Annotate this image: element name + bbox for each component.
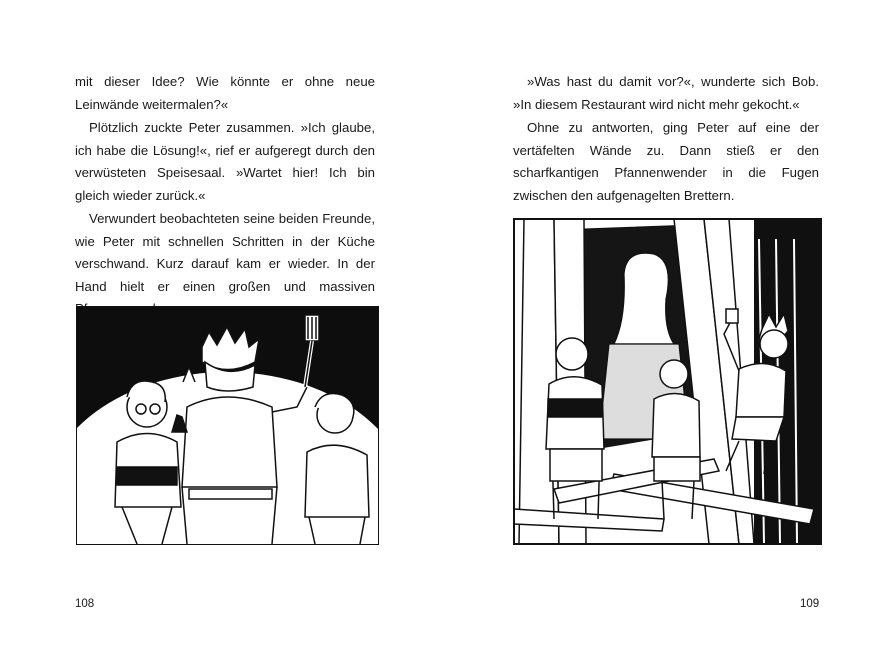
illustration-three-boys-with-spatula <box>76 306 379 545</box>
paragraph: Verwundert beobachteten seine beiden Freunde, wie Peter mit schnellen Schritten in der Küche verschwand. Kurz darauf kam er wieder. In der Hand hielt er einen großen und massiven <box>75 211 375 294</box>
page-number: 108 <box>75 598 95 610</box>
right-page-text <box>513 71 819 208</box>
illustration-boys-breaking-wall <box>513 218 822 545</box>
paragraph: mit dieser Idee? Wie könnte er ohne neue Leinwände weitermalen?« <box>75 74 375 112</box>
right-page <box>447 0 894 648</box>
paragraph: Plötzlich zuckte Peter zusammen. »Ich glaube, ich habe die Lösung!«, rief er aufgeregt durch den verwüsteten Speisesaal. »Wartet hier! Ich bin gleich wieder zurück.« <box>75 120 375 203</box>
paragraph: »Was hast du damit vor?«, wunderte sich Bob. »In diesem Restaurant wird nicht mehr gekocht.« <box>513 74 819 112</box>
page-number: 109 <box>800 598 820 610</box>
paragraph: Ohne zu antworten, ging Peter auf eine der vertäfelten Wände zu. Dann stieß er den scharfkantigen Pfannenwender in die Fugen zwischen den aufgenagelten Brettern. <box>513 120 819 203</box>
left-page-text <box>75 71 375 322</box>
